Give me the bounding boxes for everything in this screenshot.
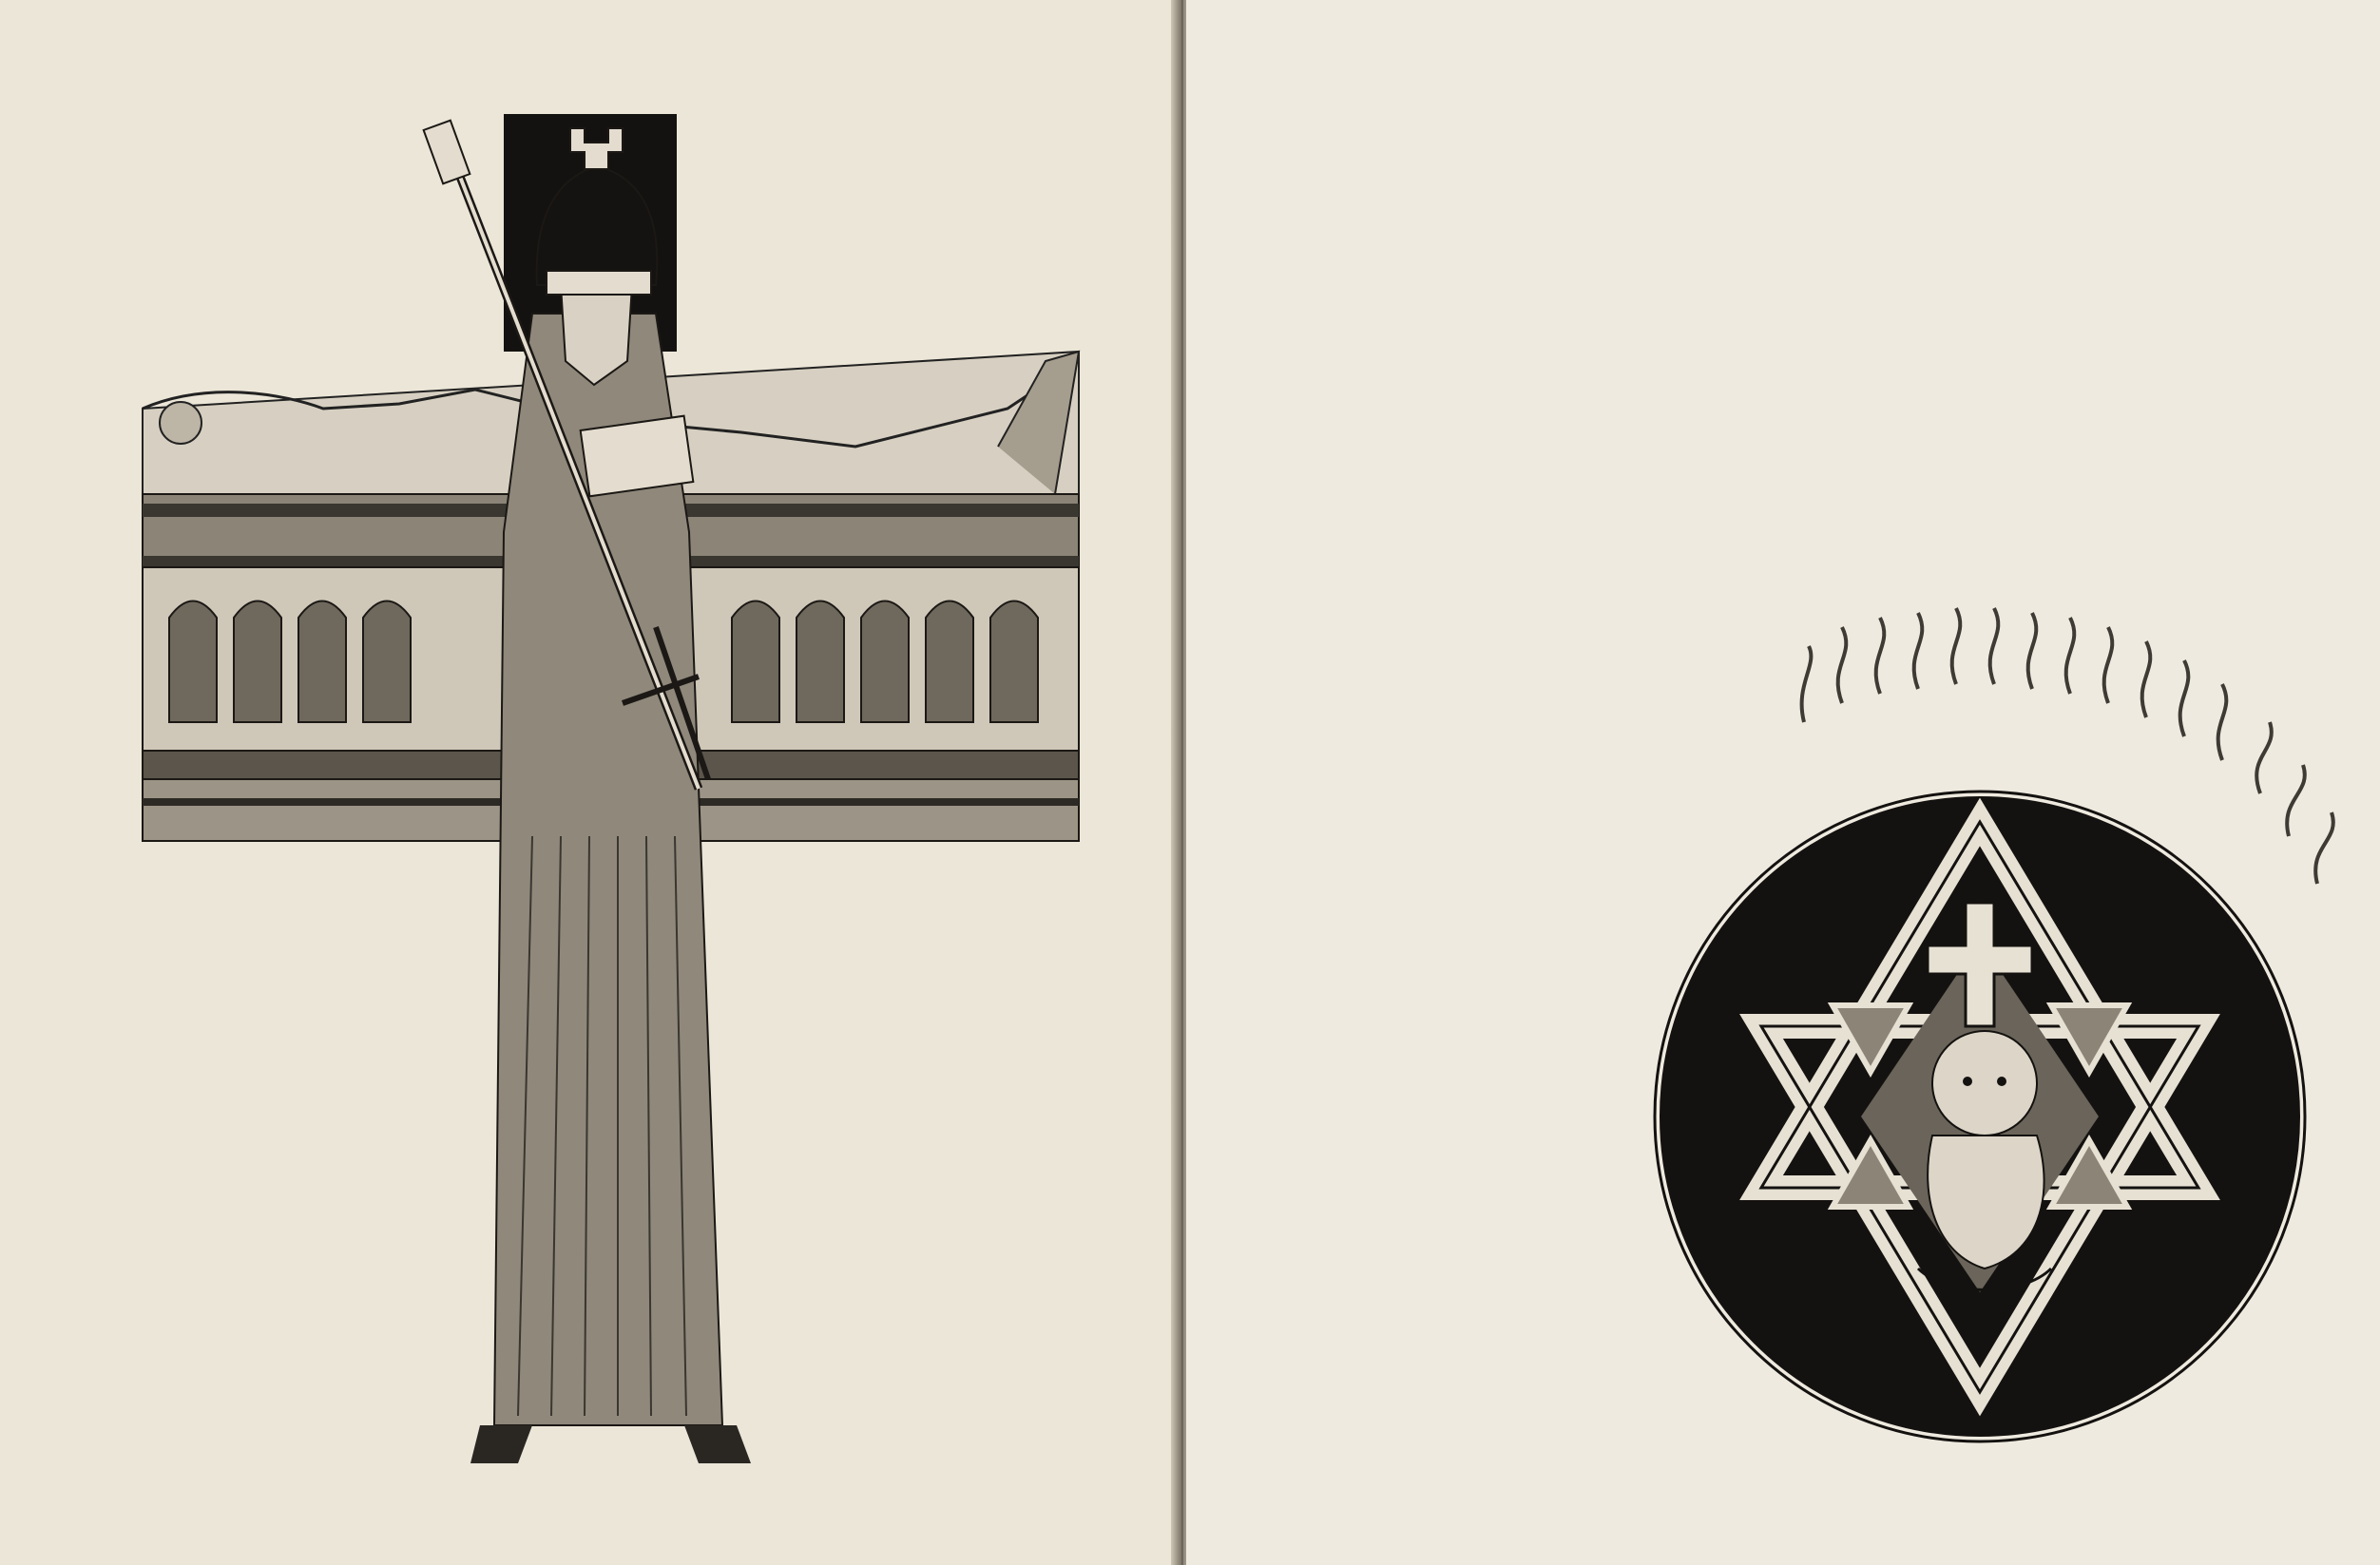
king-tomb-illustration <box>0 0 1179 1565</box>
left-article-column <box>760 983 1082 985</box>
left-page <box>0 0 1179 1565</box>
right-page <box>1186 0 2380 1565</box>
star-child-illustration <box>1186 0 2380 1565</box>
